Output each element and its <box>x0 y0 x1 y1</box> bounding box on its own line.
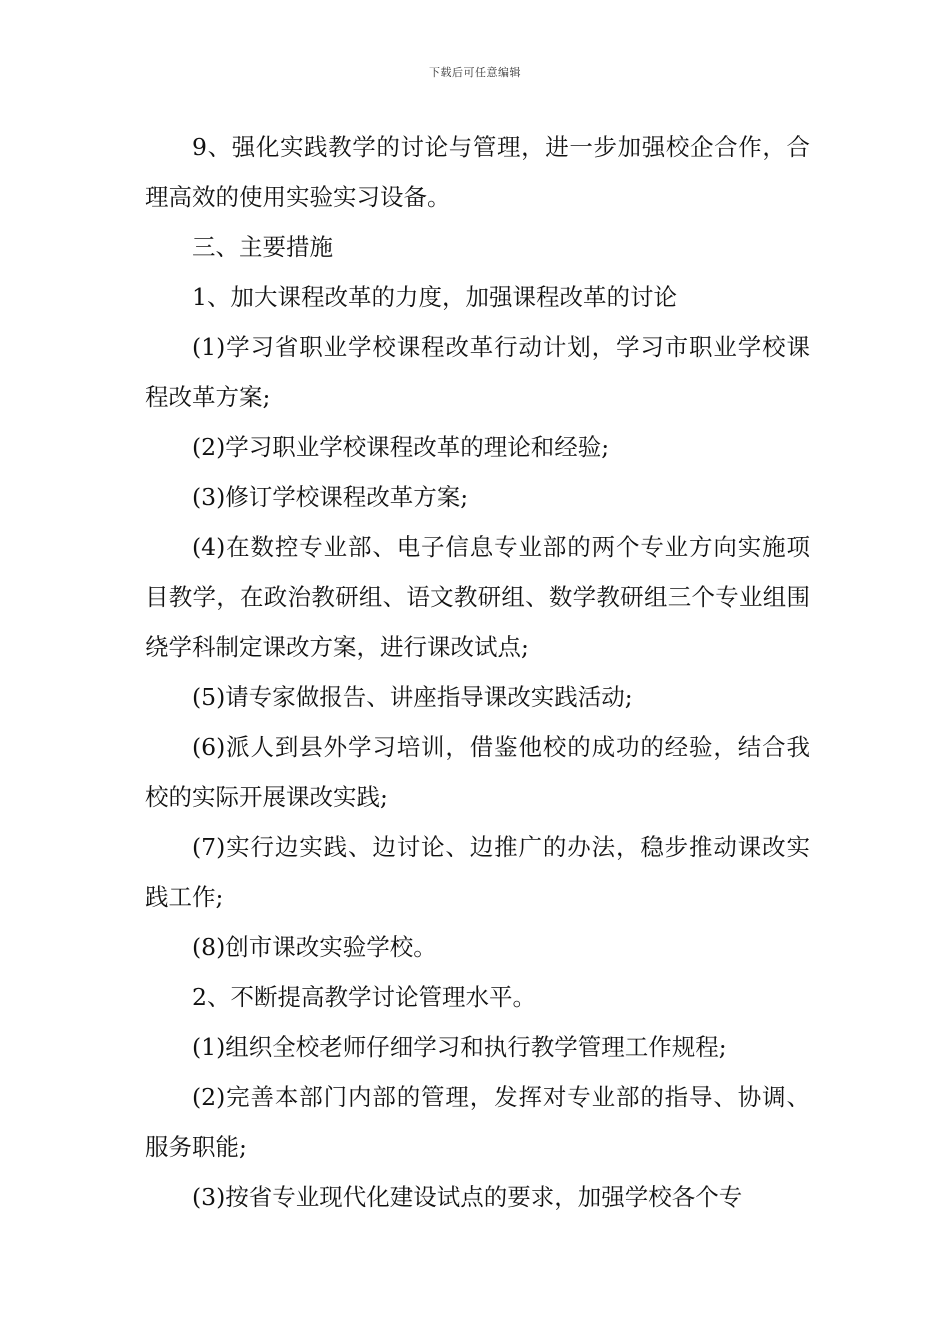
paragraph: 9、强化实践教学的讨论与管理，进一步加强校企合作，合理高效的使用实验实习设备。 <box>145 133 810 211</box>
list-item: (8)创市课改实验学校。 <box>192 933 437 961</box>
list-item: (2)完善本部门内部的管理，发挥对专业部的指导、协调、服务职能; <box>145 1083 810 1161</box>
list-item: (1)学习省职业学校课程改革行动计划，学习市职业学校课程改革方案; <box>145 333 810 411</box>
list-item: (6)派人到县外学习培训，借鉴他校的成功的经验，结合我校的实际开展课改实践; <box>145 733 810 811</box>
page-header: 下载后可任意编辑 <box>429 66 521 79</box>
list-item: (2)学习职业学校课程改革的理论和经验; <box>192 433 610 461</box>
subsection-heading: 1、加大课程改革的力度，加强课程改革的讨论 <box>192 283 677 311</box>
list-item: (4)在数控专业部、电子信息专业部的两个专业方向实施项目教学，在政治教研组、语文教研组、数学教研组三个专业组围绕学科制定课改方案，进行课改试点; <box>145 533 810 661</box>
section-heading: 三、主要措施 <box>192 233 333 261</box>
list-item: (3)按省专业现代化建设试点的要求，加强学校各个专 <box>192 1183 743 1211</box>
list-item: (3)修订学校课程改革方案; <box>192 483 469 511</box>
subsection-heading: 2、不断提高教学讨论管理水平。 <box>192 983 536 1011</box>
document-body <box>145 122 810 1222</box>
list-item: (7)实行边实践、边讨论、边推广的办法，稳步推动课改实践工作; <box>145 833 810 911</box>
list-item: (5)请专家做报告、讲座指导课改实践活动; <box>192 683 633 711</box>
list-item: (1)组织全校老师仔细学习和执行教学管理工作规程; <box>192 1033 727 1061</box>
